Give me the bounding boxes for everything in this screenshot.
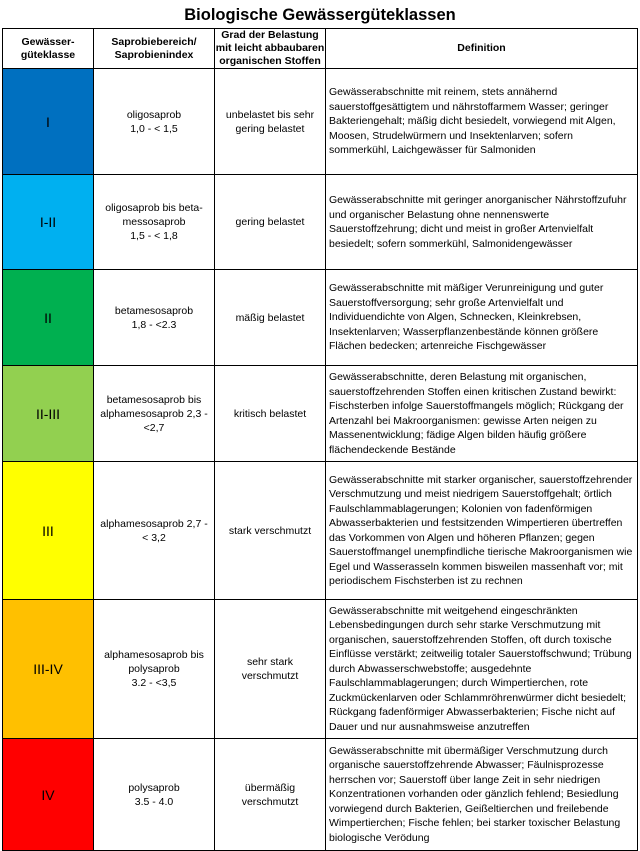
- belastung-cell: sehr stark verschmutzt: [215, 600, 326, 739]
- index-text: 1,8 - <2.3: [131, 318, 177, 331]
- definition-cell: Gewässerabschnitte mit geringer anorganischer Nährstoffzufuhr und organischer Belastung ohne nennenswerte Sauerstoffzehrung; dicht und meist in großer Artenvielfalt besiedelt; sofern sommerkühl, Salmonidengewässer: [326, 175, 638, 270]
- definition-cell: Gewässerabschnitte mit reinem, stets annähernd sauerstoffgesättigtem und nährstoffarmem Wasser; geringer Bakteriengehalt; mäßig dicht besiedelt, vorwiegend mit Algen, Moosen, Strudelwürmern und Insektenlarven; sofern sommerkühl, Laichgewässer für Salmoniden: [326, 69, 638, 175]
- definition-cell: Gewässerabschnitte mit mäßiger Verunreinigung und guter Sauerstoffversorgung; sehr große Artenvielfalt und Individuendichte von Algen, Schnecken, Kleinkrebsen, Insektenlarven; Wasserpflanzenbestände können größere Flächen bedecken; artenreiche Fischgewässer: [326, 270, 638, 366]
- guteklassen-table: [2, 28, 638, 851]
- definition-cell: Gewässerabschnitte, deren Belastung mit organischen, sauerstoffzehrenden Stoffen einen kritischen Zustand bewirkt: Fischsterben infolge Sauerstoffmangels möglich; Rückgang der Artenzahl bei Makroorganismen: gewisse Arten neigen zu Massenentwicklung; fädige Algen bilden häufig größere flächendeckende Bestände: [326, 366, 638, 462]
- index-text: 3.5 - 4.0: [134, 795, 174, 808]
- saprobie-cell: [94, 270, 215, 366]
- klasse-cell: IV: [3, 739, 94, 851]
- klasse-cell: II-III: [3, 366, 94, 462]
- saprobie-text: oligosaprob: [126, 108, 182, 121]
- definition-cell: Gewässerabschnitte mit übermäßiger Verschmutzung durch organische sauerstoffzehrende Abwasser; Fäulnisprozesse herrschen vor; Sauerstoff über lange Zeit in sehr niedrigen Konzentrationen vorhanden oder gänzlich fehlend; Besiedlung vorwiegend durch Bakterien, Geißeltierchen und freilebende Wimpertierchen; Fische fehlen; bei starker toxischer Belastung biologische Verödung: [326, 739, 638, 851]
- table-row: [3, 270, 638, 366]
- index-text: <2,7: [143, 421, 165, 434]
- table-row: [3, 739, 638, 851]
- belastung-cell: gering belastet: [215, 175, 326, 270]
- saprobie-cell: [94, 600, 215, 739]
- belastung-cell: übermäßig verschmutzt: [215, 739, 326, 851]
- table-row: [3, 175, 638, 270]
- saprobie-text: alphamesosaprob bis polysaprob: [104, 649, 204, 675]
- saprobie-text: alphamesosaprob 2,7 -: [100, 517, 208, 530]
- saprobie-cell: [94, 739, 215, 851]
- table-row: [3, 366, 638, 462]
- saprobie-cell: [94, 69, 215, 175]
- klasse-cell: II: [3, 270, 94, 366]
- belastung-cell: unbelastet bis sehr gering belastet: [215, 69, 326, 175]
- definition-cell: Gewässerabschnitte mit weitgehend eingeschränkten Lebensbedingungen durch sehr starke Verschmutzung mit organischen, sauerstoffzehrenden Stoffen, oft durch toxische Einflüsse verstärkt; zeitweilig totaler Sauerstoffschwund; Trübung durch Abwasserschwebstoffe; ausgedehnte Faulschlammablagerungen; durch Wimpertierchen, rote Zuckmückenlarven oder Schlammröhrenwürmer dicht besiedelt; Rückgang fadenförmiger Abwasserbakterien; Fische nicht auf Dauer und nur ausnahmsweise anzutreffen: [326, 600, 638, 739]
- saprobie-cell: [94, 366, 215, 462]
- index-text: < 3,2: [142, 531, 166, 544]
- header-saprobie: Saprobiebereich/ Saprobienindex: [94, 29, 215, 69]
- klasse-cell: III: [3, 462, 94, 600]
- saprobie-text: oligosaprob bis beta-messosaprob: [105, 202, 203, 228]
- belastung-cell: stark verschmutzt: [215, 462, 326, 600]
- header-grad: Grad der Belastung mit leicht abbaubaren organischen Stoffen: [215, 29, 325, 67]
- klasse-cell: I-II: [3, 175, 94, 270]
- klasse-cell: III-IV: [3, 600, 94, 739]
- page-title: Biologische Gewässergüteklassen: [184, 6, 456, 24]
- belastung-cell: kritisch belastet: [215, 366, 326, 462]
- saprobie-text: polysaprob: [128, 781, 180, 794]
- header-klasse: Gewässer-güteklasse: [3, 29, 94, 69]
- table-row: [3, 69, 638, 175]
- saprobie-cell: [94, 462, 215, 600]
- table-row: [3, 600, 638, 739]
- index-text: 1,0 - < 1,5: [130, 122, 178, 135]
- definition-cell: Gewässerabschnitte mit starker organischer, sauerstoffzehrender Verschmutzung und meist niedrigem Sauerstoffgehalt; örtlich Faulschlammablagerungen; Kolonien von fadenförmigen Abwasserbakterien und festsitzenden Wimpertieren übertreffen das Vorkommen von Algen und höheren Pflanzen; gegen Sauerstoffmangel unempfindliche tierische Makroorganismen wie Egel und Wasserasseln kommen bisweilen massenhaft vor; mit periodischem Fischsterben ist zu rechnen: [326, 462, 638, 600]
- belastung-cell: mäßig belastet: [215, 270, 326, 366]
- klasse-cell: I: [3, 69, 94, 175]
- index-text: 3.2 - <3,5: [131, 677, 177, 689]
- index-text: 1,5 - < 1,8: [130, 230, 178, 242]
- saprobie-cell: [94, 175, 215, 270]
- saprobie-text: betamesosaprob bis alphamesosaprob 2,3 -: [100, 393, 208, 420]
- header-definition: Definition: [326, 29, 638, 69]
- saprobie-text: betamesosaprob: [114, 304, 194, 317]
- table-row: [3, 462, 638, 600]
- header-row: [3, 29, 638, 69]
